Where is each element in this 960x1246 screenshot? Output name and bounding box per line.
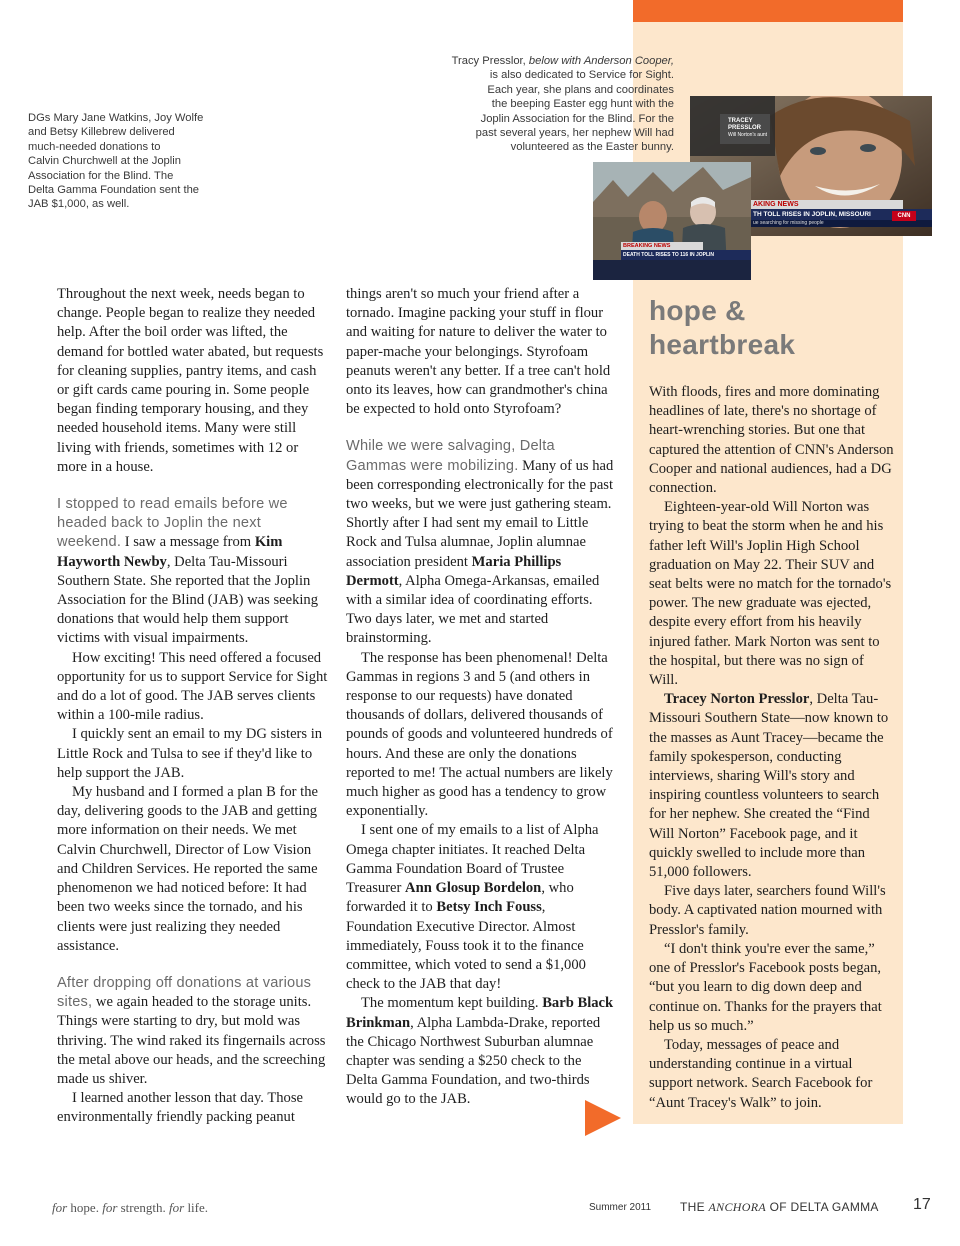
article-column-2 (346, 285, 614, 1110)
text-run: The momentum kept building. (361, 995, 543, 1012)
caption-line (410, 54, 674, 68)
tagline-word: life. (184, 1200, 209, 1215)
news-ticker: TH TOLL RISES IN JOPLIN, MISSOURI (750, 209, 932, 220)
caption-name: Tracy Presslor, (451, 55, 529, 67)
news-ticker: DEATH TOLL RISES TO 116 IN JOPLIN (621, 250, 751, 260)
footer-tagline (52, 1200, 208, 1216)
caption-line: Calvin Churchwell at the Joplin (28, 155, 181, 168)
paragraph: “I don't think you're ever the same,” one of Presslor's Facebook posts began, “but you learn to dig down deep and continue on. Thanks for the prayers that help us so much.” (649, 940, 882, 1034)
paragraph: My husband and I formed a plan B for the day, delivering goods to the JAB and getting more information on their needs. We met Calvin Churchwell, Director of Low Vision and Children Services. He reported the same phenomenon we had noticed before: It had been two weeks since the tornado, and his clients were just realizing they needed assistance. (57, 784, 319, 954)
caption-line: the beeping Easter egg hunt with the (491, 98, 674, 111)
article-column-1 (57, 285, 329, 1128)
magazine-word: THE (680, 1200, 709, 1214)
caption-line: DGs Mary Jane Watkins, Joy Wolfe (28, 112, 204, 124)
sidebar-title (649, 294, 795, 362)
continue-arrow-icon (585, 1100, 621, 1136)
text-run: , Delta Tau-Missouri Southern State—now known to the masses as Aunt Tracey—became the family spokesperson, conducting interviews, sharing Will's story and inspiring countless volunteers to search for her nephew. She created the “Find Will Norton” Facebook page, and it quickly swelled to include more than 51,000 followers. (649, 691, 889, 881)
tagline-for: for (52, 1200, 68, 1215)
lead-in: I stopped to read emails before we headed back to Joplin the next weekend. (57, 496, 288, 551)
lead-in: While we were salvaging, Delta Gammas were mobilizing. (346, 438, 555, 474)
photo-caption-right (410, 54, 674, 155)
caption-line: and Betsy Killebrew delivered (28, 126, 175, 139)
person-name: Kim Hayworth Newby (57, 534, 283, 570)
text-run: , Alpha Omega-Arkansas, emailed with a similar idea of coordinating efforts. Two days later, we met and started brainstorming. (346, 572, 600, 647)
text-run: I sent one of my emails to a list of Alpha Omega chapter initiates. It reached Delta Gamma Foundation Board of Trustee Treasurer (346, 822, 599, 897)
person-name: Betsy Inch Fouss (436, 899, 542, 916)
person-name: Ann Glosup Bordelon (405, 880, 542, 897)
tagline-word: strength. (117, 1200, 170, 1215)
caption-line: is also dedicated to Service for Sight. (489, 69, 674, 82)
ticker-band (593, 260, 751, 280)
caption-line: Delta Gamma Foundation sent the (28, 184, 200, 197)
paragraph: Five days later, searchers found Will's body. A captivated nation mourned with Presslor's family. (649, 883, 886, 938)
caption-line: much-needed donations to (28, 140, 161, 153)
tagline-for: for (169, 1200, 185, 1215)
cnn-logo: CNN (892, 211, 916, 221)
breaking-news-label: BREAKING NEWS (621, 242, 703, 250)
sidebar-body (649, 383, 895, 1113)
caption-line: Joplin Association for the Blind. For the (480, 112, 674, 125)
magazine-word: OF DELTA GAMMA (765, 1200, 879, 1214)
news-ticker-sub: ue searching for missing people (750, 220, 932, 227)
page-number: 17 (913, 1196, 931, 1213)
paragraph (57, 974, 329, 1089)
magazine-title: ANCHORA (708, 1200, 766, 1214)
sidebar-title-line: heartbreak (649, 329, 796, 360)
sidebar-title-line: hope & (649, 295, 746, 326)
paragraph: Throughout the next week, needs began to change. People began to realize they needed help. After the boil order was lifted, the demand for bottled water abated, but requests for cleaning supplies, pantry items, and cash or gift cards came pouring in. Some people began finding temporary housing, and they needed household items. Many were still living with friends, sometimes with 12 or more in a house. (57, 286, 324, 475)
tagline-word: hope. (67, 1200, 103, 1215)
text-run: , who forwarded it to (346, 880, 574, 916)
name-tag-line: TRACEY (728, 118, 753, 124)
caption-line: volunteered as the Easter bunny. (510, 141, 674, 154)
paragraph: The response has been phenomenal! Delta Gammas in regions 3 and 5 (and others in response to our requests) have donated thousands of dollars, delivered thousands of pounds of goods and volunteered hundreds of hours. And these are only the donations reported to me! The actual numbers are likely much higher as good has a tendency to grow exponentially. (346, 649, 613, 820)
caption-line: Association for the Blind. The (28, 169, 174, 182)
footer-magazine (680, 1200, 879, 1215)
paragraph: With floods, fires and more dominating headlines of late, there's no shortage of heart-wrenching stories. But one that captured the attention of CNN's Anderson Cooper and national audiences, had a DG connection. (649, 384, 894, 497)
caption-line: past several years, her nephew Will had (475, 127, 674, 140)
paragraph (346, 437, 614, 648)
paragraph: things aren't so much your friend after a tornado. Imagine packing your stuff in flour and waiting for nature to deliver the water to paper-mache your belongings. Styrofoam peanuts weren't any better. If a tree can't hold onto its leaves, how can grandmother's china be expected to hold onto Styrofoam? (346, 286, 611, 418)
paragraph: I learned another lesson that day. Those environmentally friendly packing peanut (57, 1090, 303, 1126)
paragraph: Eighteen-year-old Will Norton was trying to beat the storm when he and his father left Will's Joplin High School graduation on May 22. Their SUV and seat belts were no match for the tornado's power. The new graduate was ejected, despite every effort from his heavily injured father. Mark Norton was sent to the hospital, but there was no sign of Will. (649, 499, 892, 689)
caption-italic: below with Anderson Cooper, (528, 55, 674, 67)
tagline-for: for (102, 1200, 118, 1215)
person-name: Tracey Norton Presslor (664, 691, 810, 708)
text-run: , Alpha Lambda-Drake, reported the Chicago Northwest Suburban alumnae chapter was sending a $250 check to the Delta Gamma Foundation, and two-thirds would go to the JAB. (346, 1014, 601, 1108)
anderson-cooper-photo (593, 162, 751, 280)
paragraph: Today, messages of peace and understanding continue in a virtual support network. Search Facebook for “Aunt Tracey's Walk” to join. (649, 1036, 873, 1111)
text-run: , Delta Tau-Missouri Southern State. She reported that the Joplin Association for the Blind (JAB) was seeking donations that would help them support victims with visual impairments. (57, 553, 319, 647)
name-tag-sub: Will Norton's aunt (728, 132, 768, 138)
caption-line: JAB $1,000, as well. (28, 198, 130, 211)
text-run: , Foundation Executive Director. Almost immediately, Fouss took it to the finance committee, which voted to send a $1,000 check to the JAB that day! (346, 899, 586, 993)
text-run: I saw a message from (121, 534, 255, 551)
footer-issue: Summer 2011 (589, 1202, 652, 1213)
top-accent-bar (633, 0, 903, 22)
caption-line: Each year, she plans and coordinates (487, 83, 674, 96)
paragraph: How exciting! This need offered a focused opportunity for us to support Service for Sight and do a lot of good. The JAB serves clients within a 100-mile radius. (57, 649, 328, 724)
paragraph: I quickly sent an email to my DG sisters in Little Rock and Tulsa to see if they'd like to help support the JAB. (57, 726, 323, 781)
name-tag (728, 118, 767, 139)
text-run: Many of us had been corresponding electronically for the past two weeks, but we were just gathering steam. Shortly after I had sent my email to Little Rock and Tulsa alumnae, Joplin alumnae association president (346, 457, 614, 570)
person-name: Barb Black Brinkman (346, 995, 614, 1031)
name-tag-line: PRESSLOR (728, 125, 762, 131)
person-name: Maria Phillips Dermott (346, 553, 562, 589)
paragraph (649, 690, 895, 882)
lead-in: After dropping off donations at various sites, (57, 974, 312, 1011)
breaking-news-label: AKING NEWS (750, 200, 903, 209)
photo-caption-left (28, 111, 228, 212)
paragraph (346, 821, 614, 994)
text-run: we again headed to the storage units. Things were starting to dry, but mold was thriving. The wind raked its fingernails across the metal above our heads, and the screeching made us shiver. (57, 994, 326, 1087)
paragraph (57, 495, 329, 649)
paragraph (346, 994, 614, 1109)
